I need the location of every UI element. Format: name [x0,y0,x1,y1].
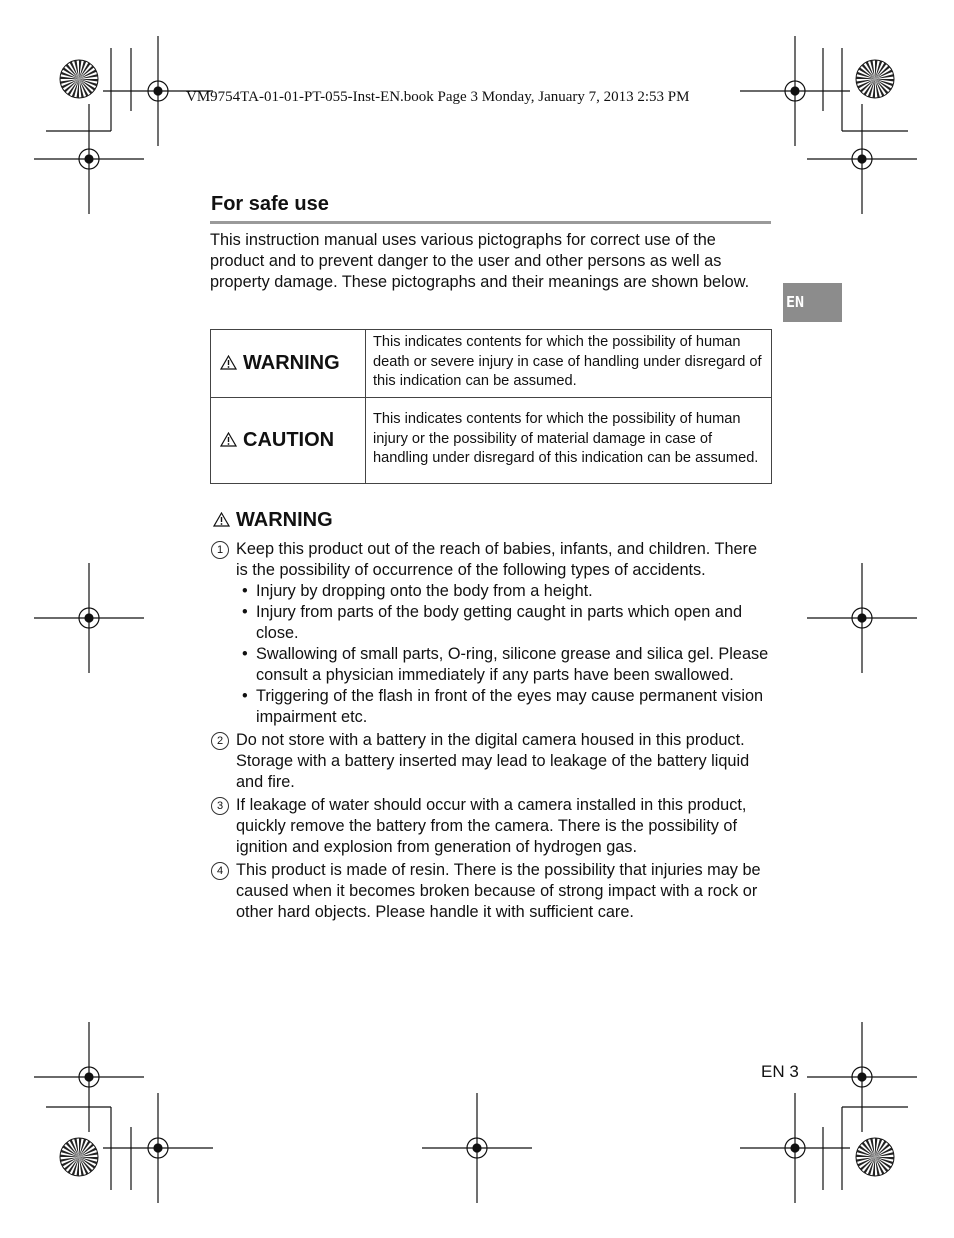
bullet-text: Swallowing of small parts, O-ring, silicone grease and silica gel. Please consult a physician immediately if any parts have been swallowed. [256,645,769,684]
star-target-mark [856,1138,894,1176]
warning-triangle-icon [213,512,230,527]
warning-item [210,539,772,728]
warning-list [210,539,772,925]
page-number: EN 3 [761,1062,799,1081]
bullet-text: Triggering of the flash in front of the eyes may cause permanent vision impairment etc. [256,687,764,726]
legend-label-cell [211,330,366,398]
legend-row-caution [211,398,772,484]
registration-mark [34,563,144,673]
warning-triangle-icon [220,355,237,370]
title-underline [210,221,771,224]
bullet-item [236,644,772,686]
warning-heading-text: WARNING [236,509,333,531]
registration-mark [103,1093,213,1203]
bullet-glyph: • [242,645,248,663]
registration-mark [807,104,917,214]
star-target-mark [60,1138,98,1176]
item-number: 1 [211,541,229,559]
warning-heading [213,509,333,532]
warning-item [210,795,772,858]
item-number: 4 [211,862,229,880]
warning-item [210,860,772,923]
intro-paragraph: This instruction manual uses various pictographs for correct use of the product and to prevent danger to the user and other persons as well as property damage. These pictographs and their meanings are shown below. [210,231,750,291]
bullet-list [236,581,772,728]
section-title: For safe use [211,193,329,215]
item-text: Keep this product out of the reach of babies, infants, and children. There is the possibility of occurrence of the following types of accidents. [236,540,758,579]
item-text: This product is made of resin. There is the possibility that injuries may be caused when it becomes broken because of strong impact with a rock or other hard objects. Please handle it with sufficient care. [236,861,761,921]
bullet-item [236,581,772,602]
registration-mark [807,1022,917,1132]
registration-mark [807,563,917,673]
registration-mark [422,1093,532,1203]
bullet-glyph: • [242,603,248,621]
legend-label: CAUTION [243,429,335,451]
item-number: 3 [211,797,229,815]
registration-mark [740,1093,850,1203]
warning-item [210,730,772,793]
legend-description: This indicates contents for which the possibility of human death or severe injury in case of handling under disregard of this indication can be assumed. [366,330,772,398]
bullet-text: Injury from parts of the body getting caught in parts which open and close. [256,603,743,642]
bullet-text: Injury by dropping onto the body from a height. [256,582,593,600]
legend-description: This indicates contents for which the possibility of human injury or the possibility of material damage in case of handling under disregard of this indication can be assumed. [366,398,772,484]
pictograph-legend-table [210,329,772,484]
legend-label: WARNING [243,352,340,374]
bullet-item [236,686,772,728]
file-info-header: VM9754TA-01-01-PT-055-Inst-EN.book Page 3 Monday, January 7, 2013 2:53 PM [186,89,690,105]
star-target-mark [60,60,98,98]
item-text: If leakage of water should occur with a camera installed in this product, quickly remove the battery from the camera. There is the possibility of ignition and explosion from generation of hydrogen gas. [236,796,747,856]
item-number: 2 [211,732,229,750]
language-tab: EN [783,283,842,322]
warning-triangle-icon [220,432,237,447]
bullet-item [236,602,772,644]
item-text: Do not store with a battery in the digital camera housed in this product. Storage with a battery inserted may lead to leakage of the battery liquid and fire. [236,731,750,791]
legend-label-cell [211,398,366,484]
registration-mark [34,104,144,214]
star-target-mark [856,60,894,98]
bullet-glyph: • [242,687,248,705]
registration-mark [34,1022,144,1132]
bullet-glyph: • [242,582,248,600]
legend-row-warning [211,330,772,398]
